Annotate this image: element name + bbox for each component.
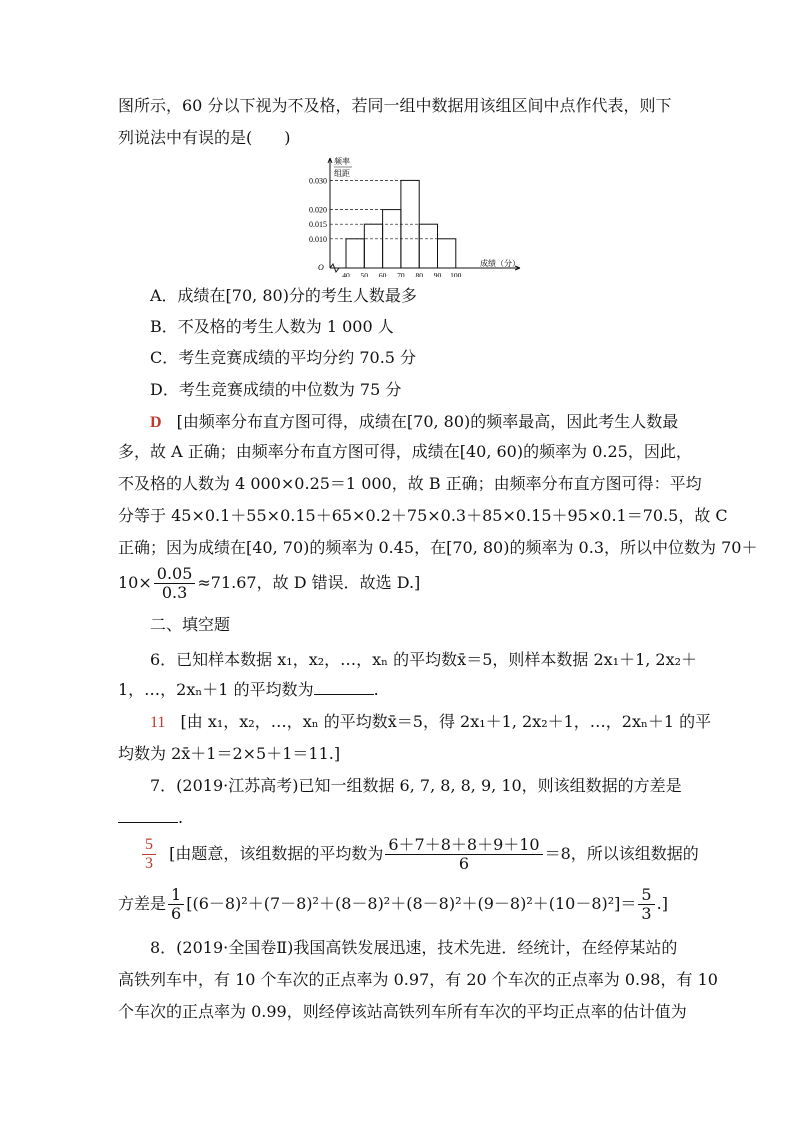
histogram-bar [346, 239, 364, 268]
q6-text-2: 1，…，2xₙ＋1 的平均数为 . [118, 680, 379, 699]
q5-explanation-1: D [由频率分布直方图可得，成绩在[70, 80)的频率最高，因此考生人数最 [150, 412, 679, 431]
x-tick-label: 90 [433, 271, 442, 277]
q6-answer-blank [314, 680, 374, 695]
q8-text-3: 个车次的正点率为 0.99，则经停该站高铁列车所有车次的平均正点率的估计值为 [118, 1002, 687, 1021]
x-tick-label: 80 [415, 271, 423, 277]
q6-explanation-2: 均数为 2x̄＋1＝2×5＋1＝11.] [118, 744, 341, 763]
histogram-bar [419, 224, 437, 268]
frequency-histogram [290, 152, 530, 277]
option-b: B．不及格的考生人数为 1 000 人 [150, 317, 394, 336]
q5-explanation-4: 分等于 45×0.1＋55×0.15＋65×0.2＋75×0.3＋85×0.15＋95×0.1＝70.5，故 C [118, 506, 728, 525]
option-a: A．成绩在[70, 80)分的考生人数最多 [150, 286, 417, 305]
histogram-bar [438, 239, 456, 268]
mean-fraction: $\frac{6+7+8+8+9+10}{6}$ [385, 836, 542, 873]
option-d: D．考生竞赛成绩的中位数为 75 分 [150, 380, 402, 399]
median-fraction: $\frac{0.05}{0.3}$ [154, 565, 196, 602]
section-title: 二、填空题 [150, 615, 231, 634]
q7-answer-fraction: $\frac{5}{3}$ [142, 836, 156, 873]
variance-result-fraction: $\frac{5}{3}$ [638, 886, 654, 923]
x-tick-label: 40 [342, 271, 350, 277]
origin-label: O [318, 263, 324, 272]
x-tick-label: 100 [450, 271, 462, 277]
option-c: C．考生竞赛成绩的平均分约 70.5 分 [150, 348, 417, 367]
q7-answer-blank [118, 808, 178, 823]
y-axis-label-bottom: 组距 [334, 169, 350, 178]
q5-explanation-6: 10× $\frac{0.05}{0.3}$ ≈71.67，故 D 错误．故选 D.] [118, 564, 421, 602]
intro-line-2: 列说法中有误的是( ) [118, 128, 291, 147]
q7-text-2: . [118, 808, 183, 828]
q5-answer: D [150, 414, 162, 431]
y-axis-label-top: 频率 [334, 157, 350, 166]
y-tick-label: 0.020 [309, 205, 327, 215]
q6-answer: 11 [150, 714, 166, 731]
q7-explanation-1: $\frac{5}{3}$ [由题意，该组数据的平均数为 $\frac{6+7+8+8+9+10}{6}$ ＝8，所以该组数据的 [140, 834, 699, 874]
intro-line-1: 图所示，60 分以下视为不及格，若同一组中数据用该组区间中点作代表，则下 [118, 96, 672, 115]
q7-explanation-2: 方差是 $\frac{1}{6}$ [(6－8)²＋(7－8)²＋(8－8)²＋(8－8)²＋(9－8)²＋(10－8)²]＝ $\frac{5}{3}$ .] [118, 885, 668, 923]
q8-text-2: 高铁列车中，有 10 个车次的正点率为 0.97，有 20 个车次的正点率为 0.98，有 10 [118, 970, 718, 989]
x-axis-label: 成绩（分） [480, 259, 520, 268]
q5-explanation-2: 多，故 A 正确；由频率分布直方图可得，成绩在[40, 60)的频率为 0.25，因此， [118, 442, 692, 461]
y-tick-label: 0.030 [309, 176, 327, 186]
y-tick-label: 0.015 [309, 220, 327, 230]
q5-explanation-5: 正确；因为成绩在[40, 70)的频率为 0.45，在[70, 80)的频率为 0.3，所以中位数为 70＋ [118, 538, 758, 557]
x-tick-label: 50 [360, 271, 369, 277]
x-tick-label: 60 [378, 271, 387, 277]
variance-coefficient-fraction: $\frac{1}{6}$ [168, 886, 184, 923]
q8-text-1: 8．(2019·全国卷Ⅱ)我国高铁发展迅速，技术先进．经统计，在经停某站的 [150, 938, 678, 957]
q5-explanation-3: 不及格的人数为 4 000×0.25＝1 000，故 B 正确；由频率分布直方图可得：平均 [118, 474, 702, 493]
q6-text-1: 6．已知样本数据 x₁，x₂，…，xₙ 的平均数x̄＝5，则样本数据 2x₁＋1, 2x₂＋ [150, 650, 698, 669]
q6-explanation-1: 11 [由 x₁，x₂，…，xₙ 的平均数x̄＝5，得 2x₁＋1, 2x₂＋1，…，2xₙ＋1 的平 [150, 712, 712, 731]
y-tick-label: 0.010 [309, 234, 327, 244]
q7-text-1: 7．(2019·江苏高考)已知一组数据 6, 7, 8, 8, 9, 10，则该组数据的方差是 [150, 776, 682, 795]
x-tick-label: 70 [397, 271, 405, 277]
histogram-bar [364, 224, 382, 268]
